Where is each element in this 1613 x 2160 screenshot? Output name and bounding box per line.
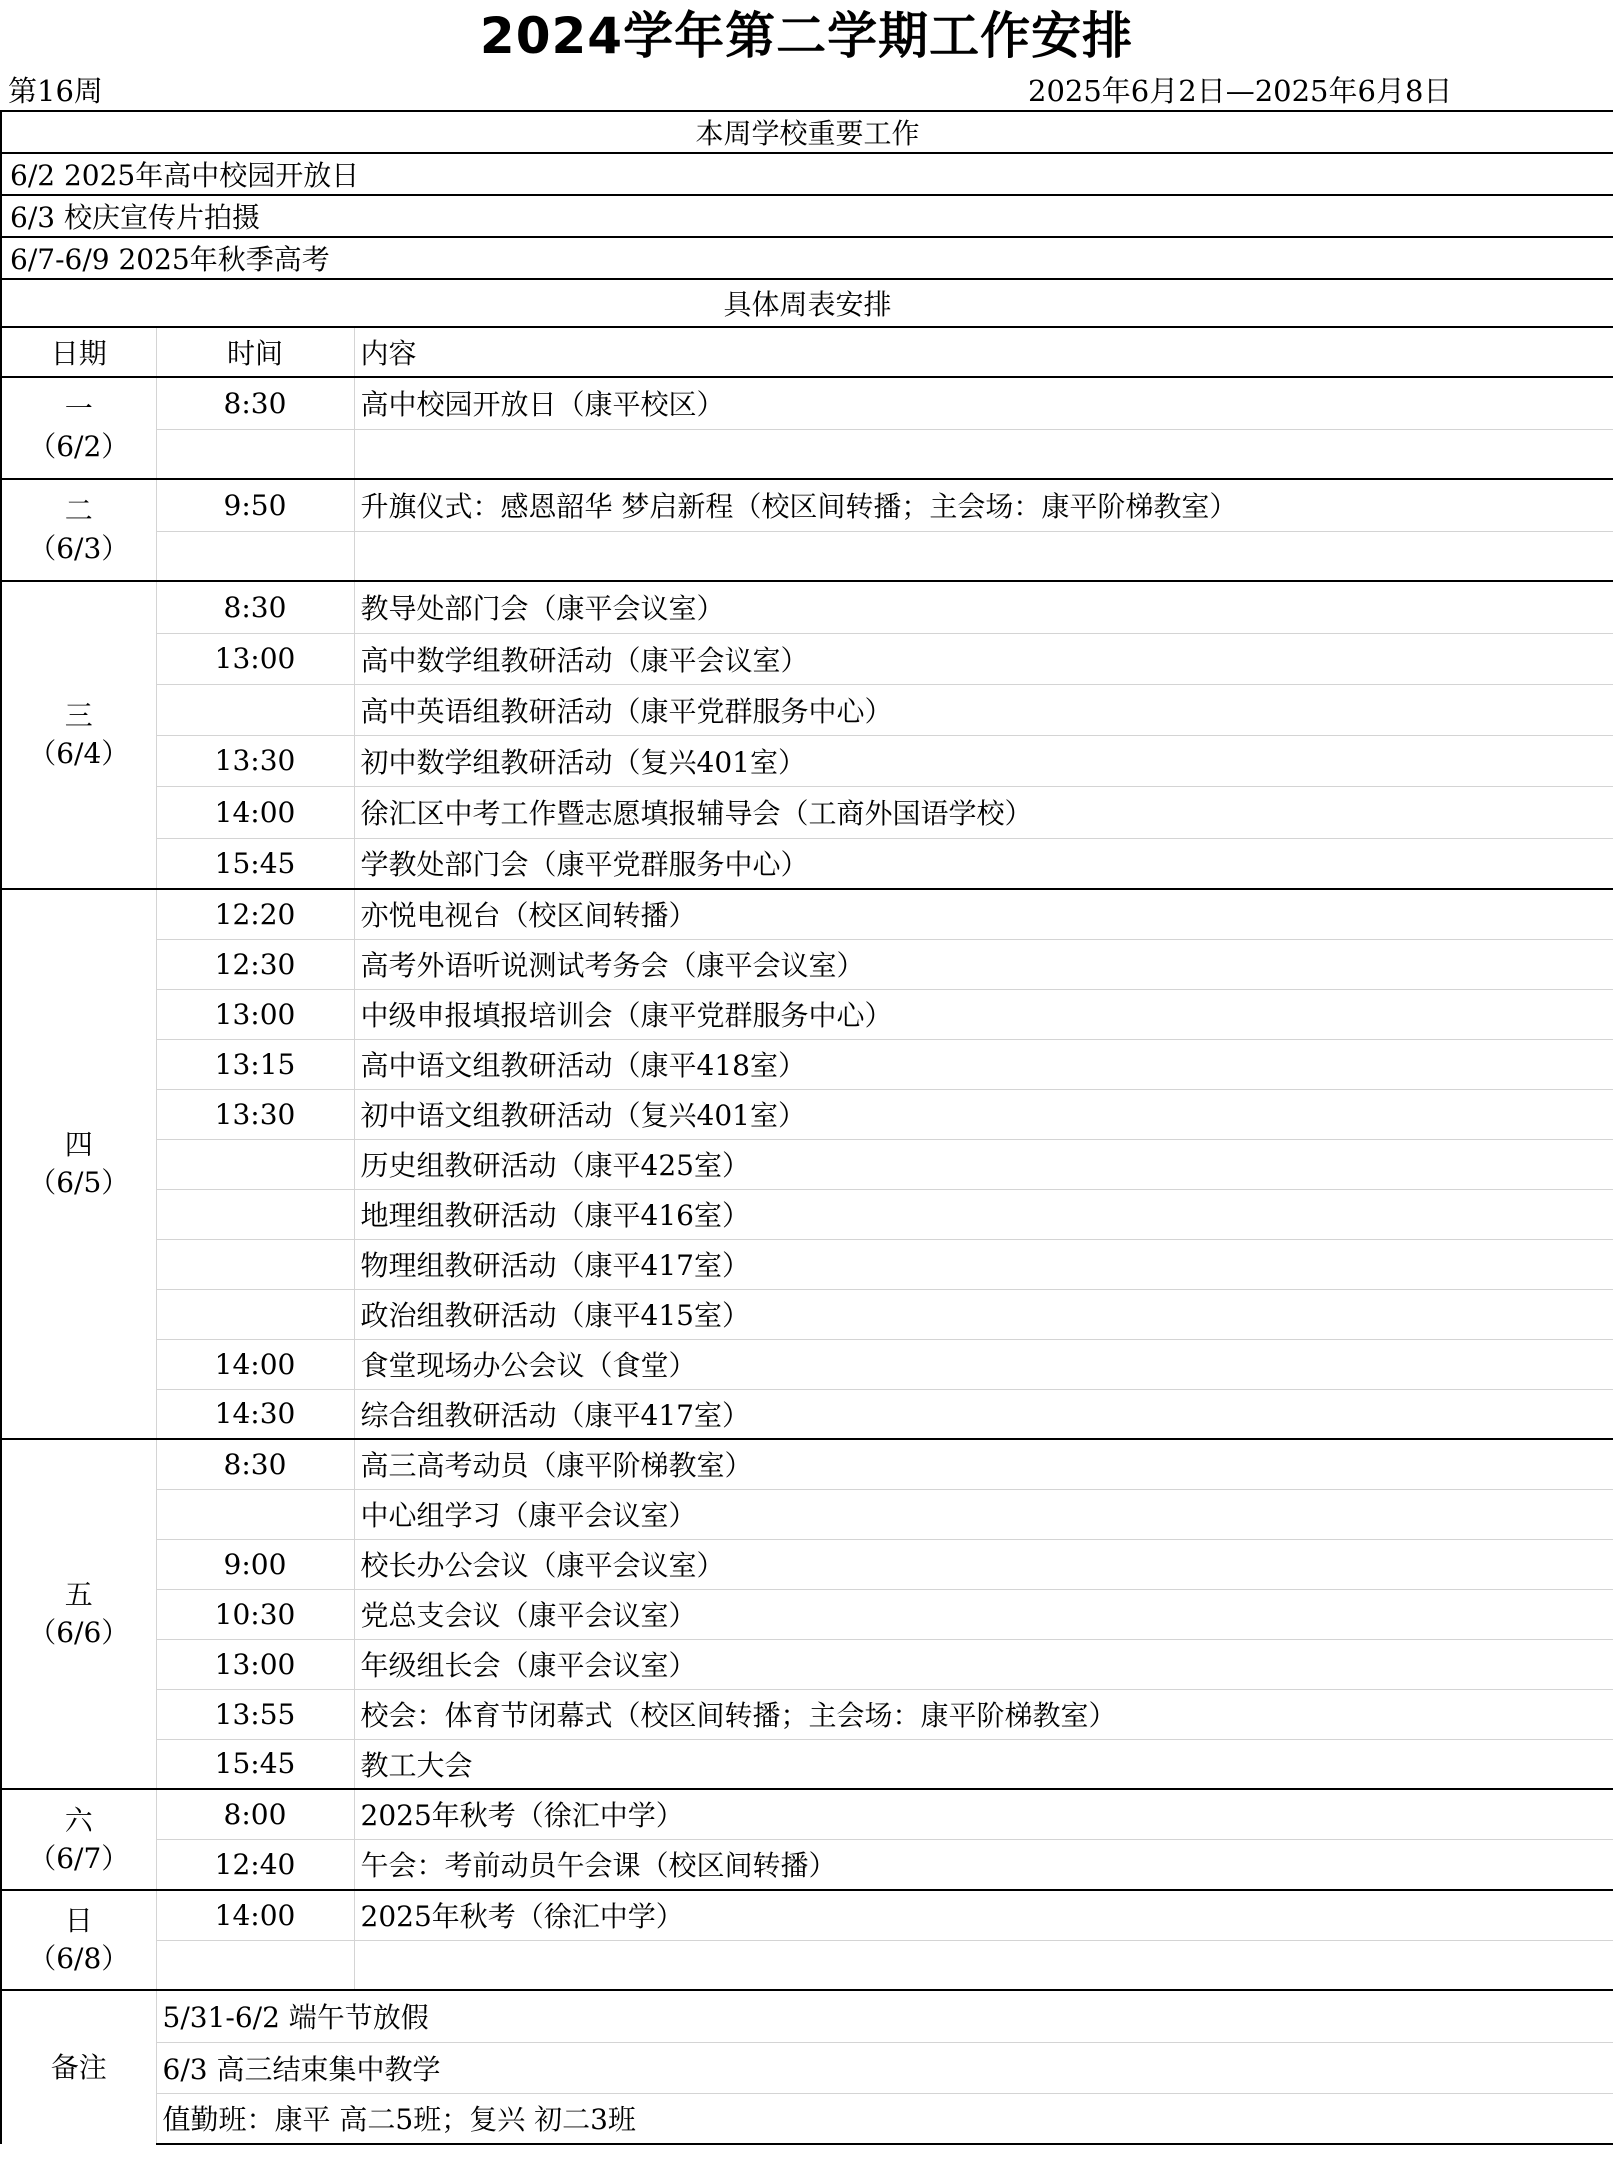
day-cell [1, 1890, 156, 1990]
content-cell: 食堂现场办公会议（食堂） [354, 1339, 1613, 1389]
schedule-row [1, 1940, 1613, 1990]
day-cell [1, 377, 156, 479]
day-cell [1, 889, 156, 1439]
time-cell: 13:00 [156, 633, 354, 684]
schedule-row [1, 1039, 1613, 1089]
time-cell: 13:30 [156, 735, 354, 786]
page-title: 2024学年第二学期工作安排 [479, 7, 1134, 65]
day-date: （6/3） [28, 532, 130, 565]
time-cell: 12:20 [156, 889, 354, 939]
content-cell: 历史组教研活动（康平425室） [354, 1139, 1613, 1189]
time-cell: 13:00 [156, 1639, 354, 1689]
note-item: 6/3 高三结束集中教学 [156, 2042, 1613, 2093]
day-name: 三 [64, 699, 93, 732]
schedule-row [1, 1739, 1613, 1789]
time-cell: 14:00 [156, 786, 354, 838]
content-cell: 徐汇区中考工作暨志愿填报辅导会（工商外国语学校） [354, 786, 1613, 838]
time-cell: 13:00 [156, 989, 354, 1039]
note-row [1, 2042, 1613, 2093]
content-cell: 午会：考前动员午会课（校区间转播） [354, 1839, 1613, 1890]
time-cell: 13:15 [156, 1039, 354, 1089]
schedule-row [1, 684, 1613, 735]
content-cell: 2025年秋考（徐汇中学） [354, 1890, 1613, 1940]
content-cell: 2025年秋考（徐汇中学） [354, 1789, 1613, 1839]
time-cell: 13:30 [156, 1089, 354, 1139]
time-cell: 14:30 [156, 1389, 354, 1439]
important-item-row [1, 153, 1613, 195]
time-cell [156, 1189, 354, 1239]
content-cell: 地理组教研活动（康平416室） [354, 1189, 1613, 1239]
day-name: 六 [64, 1803, 93, 1837]
time-cell: 13:55 [156, 1689, 354, 1739]
schedule-header-row [1, 279, 1613, 327]
schedule-row [1, 735, 1613, 786]
days-body [1, 377, 1613, 1990]
schedule-row [1, 1139, 1613, 1189]
time-cell: 9:50 [156, 479, 354, 531]
content-cell: 中级申报填报培训会（康平党群服务中心） [354, 989, 1613, 1039]
content-cell: 初中数学组教研活动（复兴401室） [354, 735, 1613, 786]
week-number: 第16周 [8, 74, 103, 108]
note-row [1, 1990, 1613, 2042]
important-item-row [1, 237, 1613, 279]
schedule-row [1, 989, 1613, 1039]
day-name: 一 [64, 392, 93, 425]
day-name: 四 [64, 1128, 93, 1161]
day-name: 二 [64, 494, 93, 527]
schedule-row [1, 1089, 1613, 1139]
schedule-row [1, 633, 1613, 684]
schedule-row [1, 1539, 1613, 1589]
content-cell [354, 531, 1613, 581]
important-item: 6/3 校庆宣传片拍摄 [1, 195, 1613, 237]
schedule-row [1, 1789, 1613, 1839]
note-item: 值勤班：康平 高二5班；复兴 初二3班 [156, 2093, 1613, 2144]
schedule-row [1, 1689, 1613, 1739]
content-cell: 高中数学组教研活动（康平会议室） [354, 633, 1613, 684]
time-cell [156, 1139, 354, 1189]
content-cell: 教工大会 [354, 1739, 1613, 1789]
time-cell: 9:00 [156, 1539, 354, 1589]
day-cell [1, 1789, 156, 1890]
schedule-row [1, 1890, 1613, 1940]
time-cell: 8:00 [156, 1789, 354, 1839]
schedule-row [1, 429, 1613, 479]
time-cell: 12:30 [156, 939, 354, 989]
schedule-row [1, 531, 1613, 581]
content-cell: 中心组学习（康平会议室） [354, 1489, 1613, 1539]
time-cell: 8:30 [156, 377, 354, 429]
schedule-row [1, 1439, 1613, 1489]
note-item: 5/31-6/2 端午节放假 [156, 1990, 1613, 2042]
day-date: （6/5） [28, 1166, 130, 1199]
day-date: （6/4） [28, 737, 130, 770]
content-cell: 年级组长会（康平会议室） [354, 1639, 1613, 1689]
time-cell [156, 1489, 354, 1539]
schedule-row [1, 786, 1613, 838]
column-header-row [1, 327, 1613, 377]
content-cell: 亦悦电视台（校区间转播） [354, 889, 1613, 939]
day-date: （6/8） [28, 1942, 130, 1975]
schedule-row [1, 581, 1613, 633]
content-cell: 高中校园开放日（康平校区） [354, 377, 1613, 429]
content-cell [354, 1940, 1613, 1990]
content-cell: 高中语文组教研活动（康平418室） [354, 1039, 1613, 1089]
content-cell: 高三高考动员（康平阶梯教室） [354, 1439, 1613, 1489]
time-cell: 15:45 [156, 838, 354, 889]
schedule-row [1, 377, 1613, 429]
time-cell: 8:30 [156, 1439, 354, 1489]
schedule-row [1, 889, 1613, 939]
content-cell: 综合组教研活动（康平417室） [354, 1389, 1613, 1439]
important-item: 6/7-6/9 2025年秋季高考 [1, 237, 1613, 279]
schedule-row [1, 1639, 1613, 1689]
note-row [1, 2093, 1613, 2144]
time-cell [156, 531, 354, 581]
notes-body [1, 1990, 1613, 2144]
day-date: （6/2） [28, 430, 130, 463]
column-header-time: 时间 [156, 327, 354, 377]
content-cell: 教导处部门会（康平会议室） [354, 581, 1613, 633]
notes-label: 备注 [1, 1990, 156, 2144]
schedule-row [1, 838, 1613, 889]
important-work-header: 本周学校重要工作 [1, 111, 1613, 153]
schedule-row [1, 1289, 1613, 1339]
time-cell: 10:30 [156, 1589, 354, 1639]
content-cell: 初中语文组教研活动（复兴401室） [354, 1089, 1613, 1139]
time-cell [156, 429, 354, 479]
content-cell: 高考外语听说测试考务会（康平会议室） [354, 939, 1613, 989]
schedule-row [1, 1489, 1613, 1539]
important-item-row [1, 195, 1613, 237]
content-cell: 物理组教研活动（康平417室） [354, 1239, 1613, 1289]
day-cell [1, 581, 156, 889]
column-header-content: 内容 [354, 327, 1613, 377]
content-cell: 校会：体育节闭幕式（校区间转播；主会场：康平阶梯教室） [354, 1689, 1613, 1739]
time-cell [156, 1940, 354, 1990]
schedule-table [0, 110, 1613, 2145]
day-cell [1, 479, 156, 581]
week-info-row [0, 72, 1613, 110]
time-cell [156, 684, 354, 735]
week-date-range: 2025年6月2日—2025年6月8日 [1028, 74, 1453, 108]
time-cell: 14:00 [156, 1890, 354, 1940]
schedule-row [1, 1339, 1613, 1389]
important-item: 6/2 2025年高中校园开放日 [1, 153, 1613, 195]
content-cell [354, 429, 1613, 479]
schedule-row [1, 1239, 1613, 1289]
schedule-row [1, 1189, 1613, 1239]
schedule-row [1, 1839, 1613, 1890]
day-name: 五 [64, 1578, 93, 1611]
day-date: （6/6） [28, 1616, 130, 1649]
content-cell: 高中英语组教研活动（康平党群服务中心） [354, 684, 1613, 735]
schedule-header: 具体周表安排 [1, 279, 1613, 327]
day-name: 日 [64, 1904, 93, 1937]
day-date: （6/7） [28, 1841, 130, 1875]
time-cell: 14:00 [156, 1339, 354, 1389]
schedule-row [1, 479, 1613, 531]
time-cell: 15:45 [156, 1739, 354, 1789]
time-cell: 12:40 [156, 1839, 354, 1890]
schedule-row [1, 1389, 1613, 1439]
important-work-header-row [1, 111, 1613, 153]
time-cell: 8:30 [156, 581, 354, 633]
content-cell: 学教处部门会（康平党群服务中心） [354, 838, 1613, 889]
day-cell [1, 1439, 156, 1789]
content-cell: 校长办公会议（康平会议室） [354, 1539, 1613, 1589]
time-cell [156, 1239, 354, 1289]
time-cell [156, 1289, 354, 1339]
schedule-row [1, 939, 1613, 989]
content-cell: 党总支会议（康平会议室） [354, 1589, 1613, 1639]
content-cell: 政治组教研活动（康平415室） [354, 1289, 1613, 1339]
column-header-date: 日期 [1, 327, 156, 377]
content-cell: 升旗仪式：感恩韶华 梦启新程（校区间转播；主会场：康平阶梯教室） [354, 479, 1613, 531]
schedule-row [1, 1589, 1613, 1639]
